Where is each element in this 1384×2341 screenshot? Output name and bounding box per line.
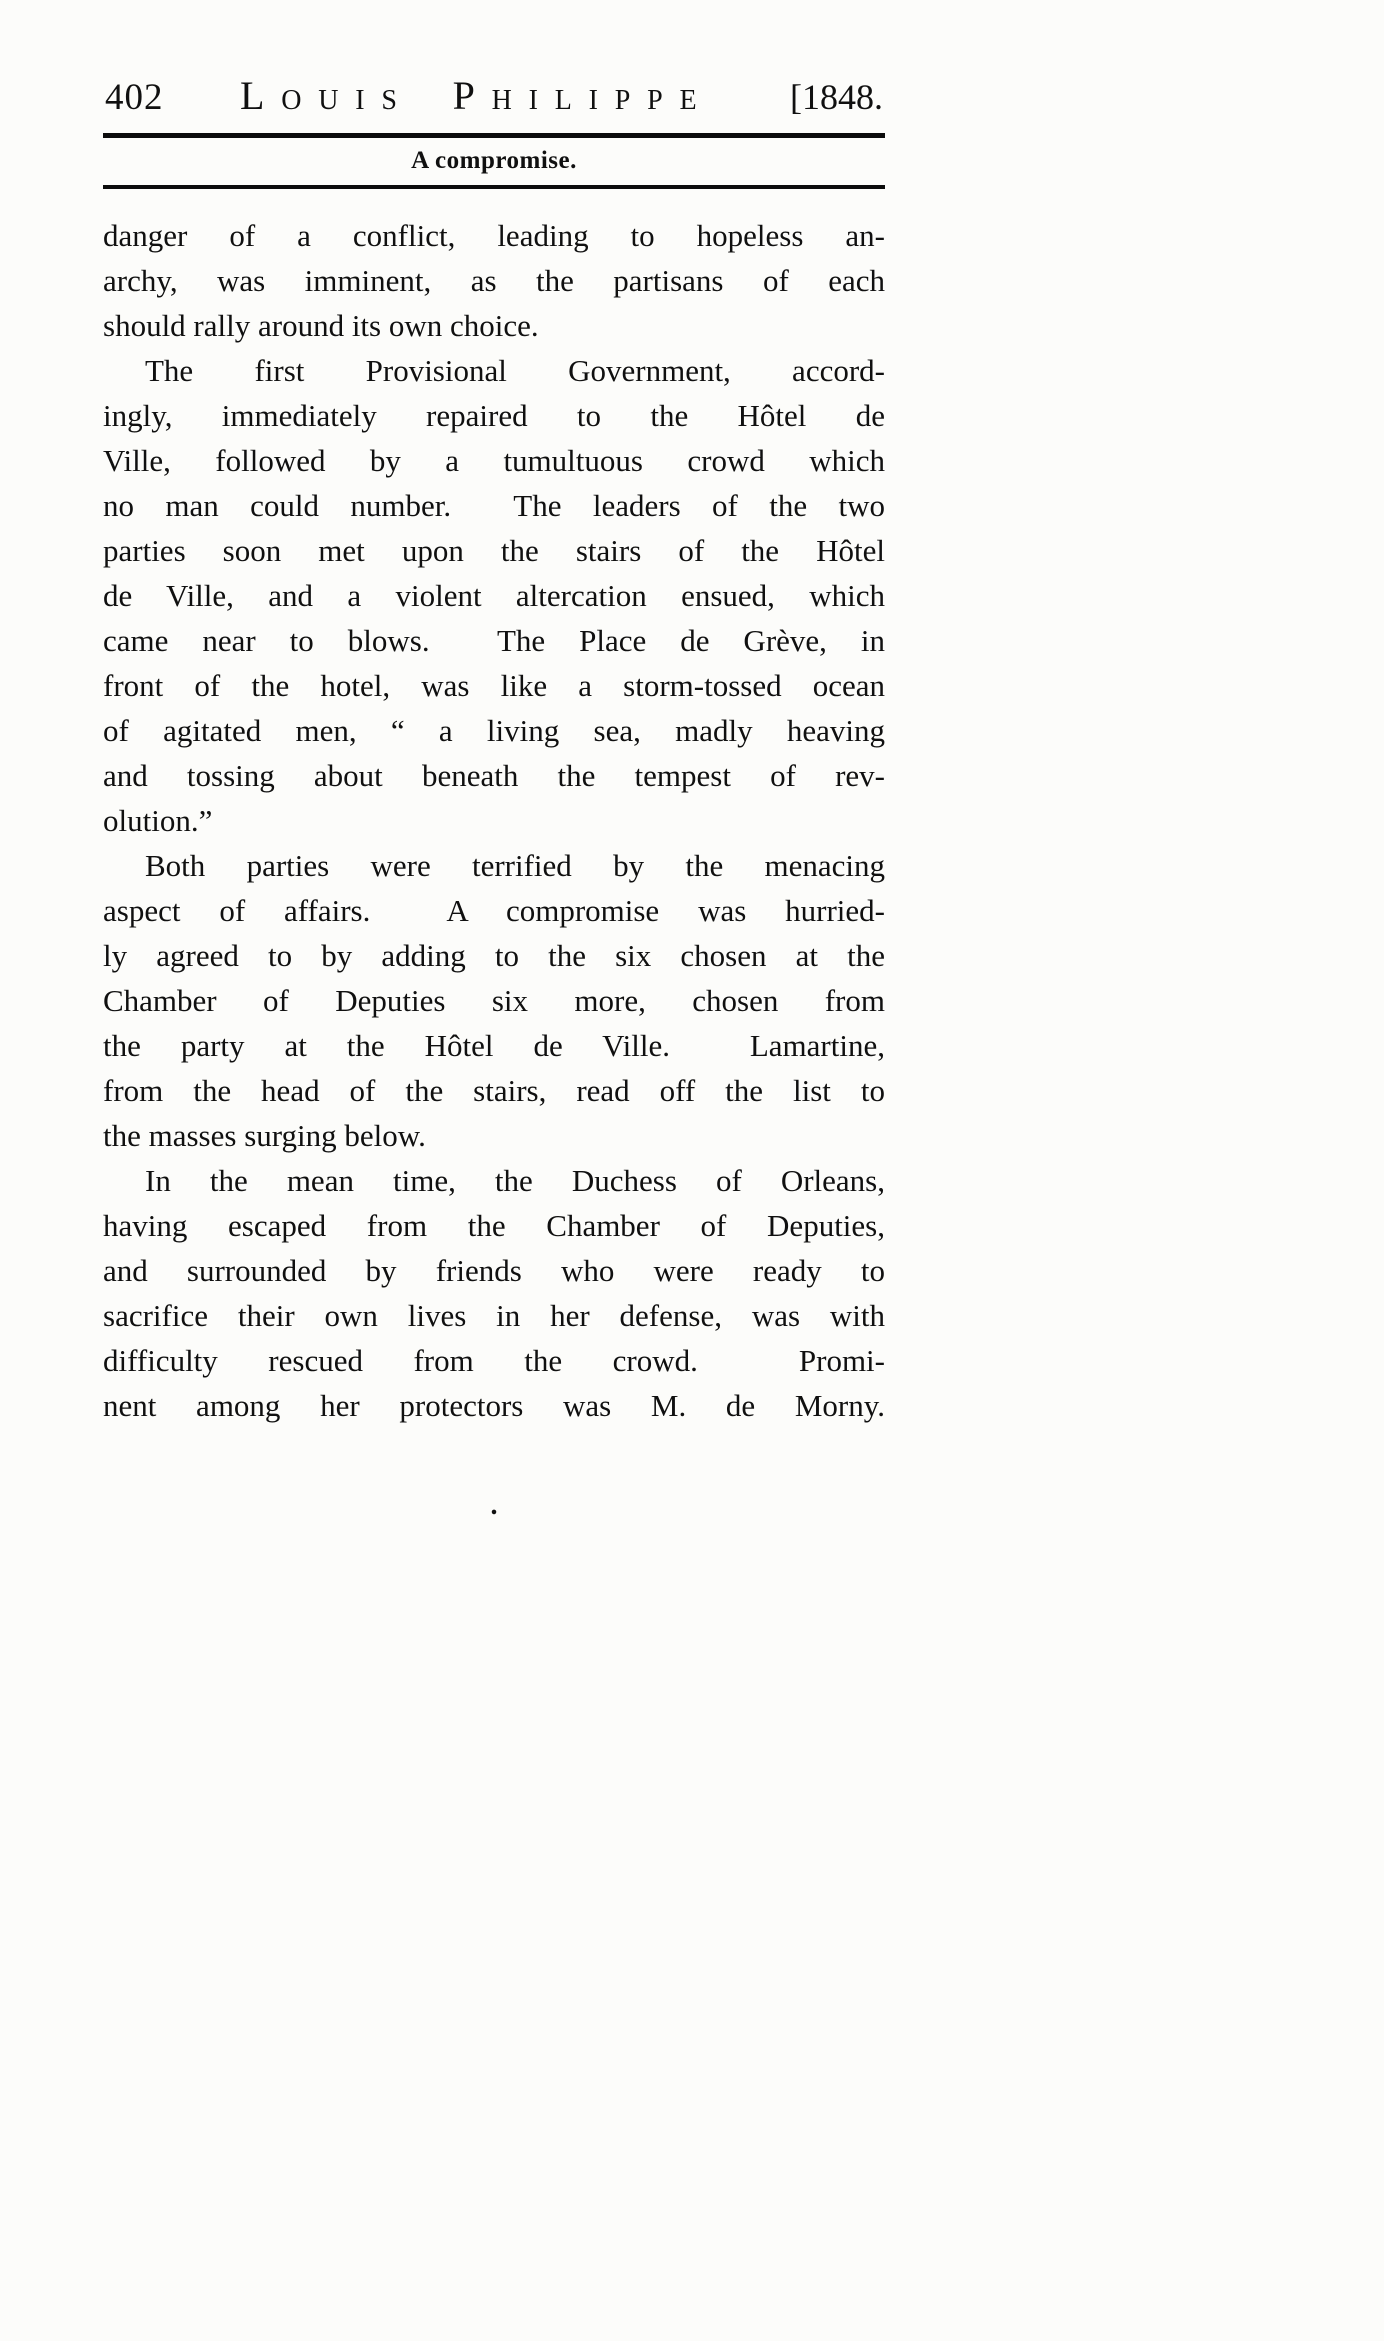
text-line: sacrifice their own lives in her defense, was with [103, 1298, 885, 1333]
text-line: In the mean time, the Duchess of Orleans, [145, 1163, 885, 1198]
text-line: from the head of the stairs, read off the list to [103, 1073, 885, 1108]
text-line: and surrounded by friends who were ready to [103, 1253, 885, 1288]
text-line: Chamber of Deputies six more, chosen from [103, 983, 885, 1018]
text-line: danger of a conflict, leading to hopeless an- [103, 218, 885, 253]
page-number: 402 [105, 77, 164, 118]
text-line: the masses surging below. [103, 1118, 426, 1153]
text-line: should rally around its own choice. [103, 308, 539, 343]
text-line: ly agreed to by adding to the six chosen at the [103, 938, 885, 973]
edition-year: [1848. [789, 77, 883, 117]
running-title: Louis Philippe [240, 73, 714, 118]
text-line: and tossing about beneath the tempest of rev- [103, 758, 885, 793]
text-line: Both parties were terrified by the menacing [145, 848, 885, 883]
text-line: difficulty rescued from the crowd. Promi- [103, 1343, 885, 1378]
text-line: front of the hotel, was like a storm-tossed ocean [103, 668, 885, 703]
text-line: nent among her protectors was M. de Morny. [103, 1388, 885, 1423]
text-line: parties soon met upon the stairs of the Hôtel [103, 533, 885, 568]
body-text [103, 213, 885, 1428]
divider-rule-top [103, 133, 885, 138]
section-heading: A compromise. [411, 147, 577, 174]
text-line: The first Provisional Government, accord- [145, 353, 885, 388]
book-page [103, 72, 885, 1522]
text-line: archy, was imminent, as the partisans of each [103, 263, 885, 298]
text-line: Ville, followed by a tumultuous crowd which [103, 443, 885, 478]
text-line: the party at the Hôtel de Ville. Lamartine, [103, 1028, 885, 1063]
text-line: having escaped from the Chamber of Deputies, [103, 1208, 885, 1243]
text-line: olution.” [103, 803, 213, 838]
text-line: came near to blows. The Place de Grève, in [103, 623, 885, 658]
text-line: of agitated men, “ a living sea, madly heaving [103, 713, 885, 748]
text-line: de Ville, and a violent altercation ensued, which [103, 578, 885, 613]
text-line: ingly, immediately repaired to the Hôtel de [103, 398, 885, 433]
divider-rule-bottom [103, 185, 885, 189]
text-line: aspect of affairs. A compromise was hurried- [103, 893, 885, 928]
text-line: no man could number. The leaders of the two [103, 488, 885, 523]
page-header [103, 72, 885, 119]
printers-mark: . [490, 1490, 498, 1521]
